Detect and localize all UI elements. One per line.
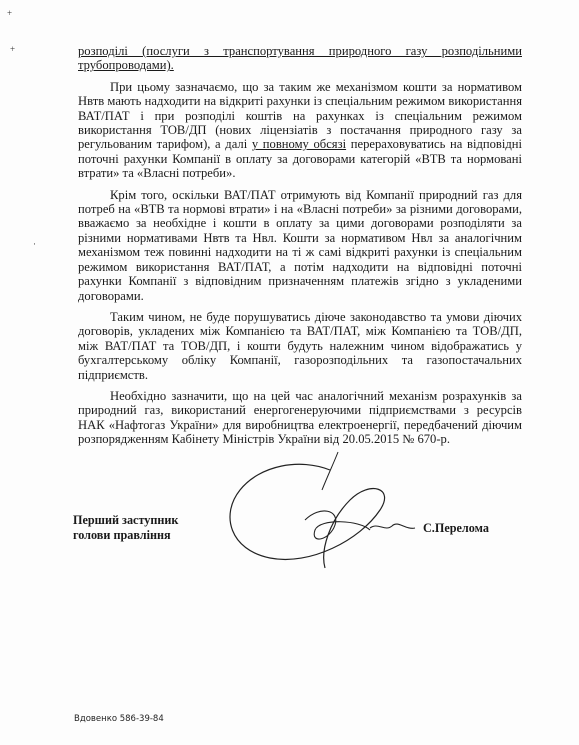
handwritten-signature bbox=[210, 450, 420, 580]
margin-mark: + bbox=[7, 8, 13, 18]
signatory-position bbox=[73, 513, 178, 543]
margin-mark: + bbox=[10, 44, 16, 54]
position-line-1: Перший заступник bbox=[73, 513, 179, 527]
margin-mark: · bbox=[33, 239, 36, 249]
paragraph bbox=[78, 310, 522, 382]
position-line-2: голови правління bbox=[73, 528, 171, 542]
executor-footer: Вдовенко 586-39-84 bbox=[74, 714, 164, 724]
signatory-name: С.Перелома bbox=[423, 521, 489, 535]
paragraph-text: перераховуватись на відповідні поточні рахунки Компанії в оплату за договорами категорій «ВТВ та нормовані втрати» та «Власні потреби». bbox=[78, 137, 523, 181]
paragraph bbox=[78, 188, 522, 303]
paragraph-text: Крім того, оскільки ВАТ/ПАТ отримують від Компанії природний газ для потреб на «ВТВ та нормові втрати» і на «Власні потреби» за різними договорами, вважаємо за необхідне і кошти в оплату за цими договорами розподіляти за різними нормативами Нвтв та Нвл. Кошти за нормативом Нвл за аналогічним механізмом теж повинні надходити на ті ж самі відкриті рахунки із спеціальним режимом використання ВАТ/ПАТ, а потім надходити на відповідні поточні рахунки Компанії з відповідним призначенням платежів згідно з укладеними договорами. bbox=[78, 187, 522, 303]
paragraph bbox=[78, 44, 522, 73]
paragraph bbox=[78, 80, 522, 181]
paragraph-text: При цьому зазначаємо, що за таким же механізмом кошти за нормативом Нвтв мають надходити на відкриті рахунки із спеціальним режимом використання ВАТ/ПАТ і при розподілі коштів на рахунках із спеціальним режимом використання ТОВ/ДП (нових ліцензіатів з постачання природного газу за регульованим тарифом), а далі bbox=[78, 79, 522, 152]
letter-body bbox=[78, 44, 522, 454]
paragraph-text: Необхідно зазначити, що на цей час аналогічний механізм розрахунків за природний газ, використаний енергогенеруючими підприємствами з ресурсів НАК «Нафтогаз України» для виробництва електроенергії, передбачений діючим розпорядженням Кабінету Міністрів України від 20.05.2015 № 670-р. bbox=[78, 388, 522, 447]
underlined-text: у повному обсязі bbox=[251, 137, 347, 152]
paragraph bbox=[78, 389, 522, 447]
underlined-text: розподілі (послуги з транспортування природного газу розподільними трубопроводами). bbox=[78, 44, 522, 73]
paragraph-text: Таким чином, не буде порушуватись діюче законодавство та умови діючих договорів, укладених між Компанією та ВАТ/ПАТ, між Компанією та ТОВ/ДП, між ВАТ/ПАТ та ТОВ/ДП, і кошти будуть належним чином відображатись у бухгалтерському обліку Компанії, газорозподільних та газопостачальних підприємств. bbox=[78, 309, 522, 382]
